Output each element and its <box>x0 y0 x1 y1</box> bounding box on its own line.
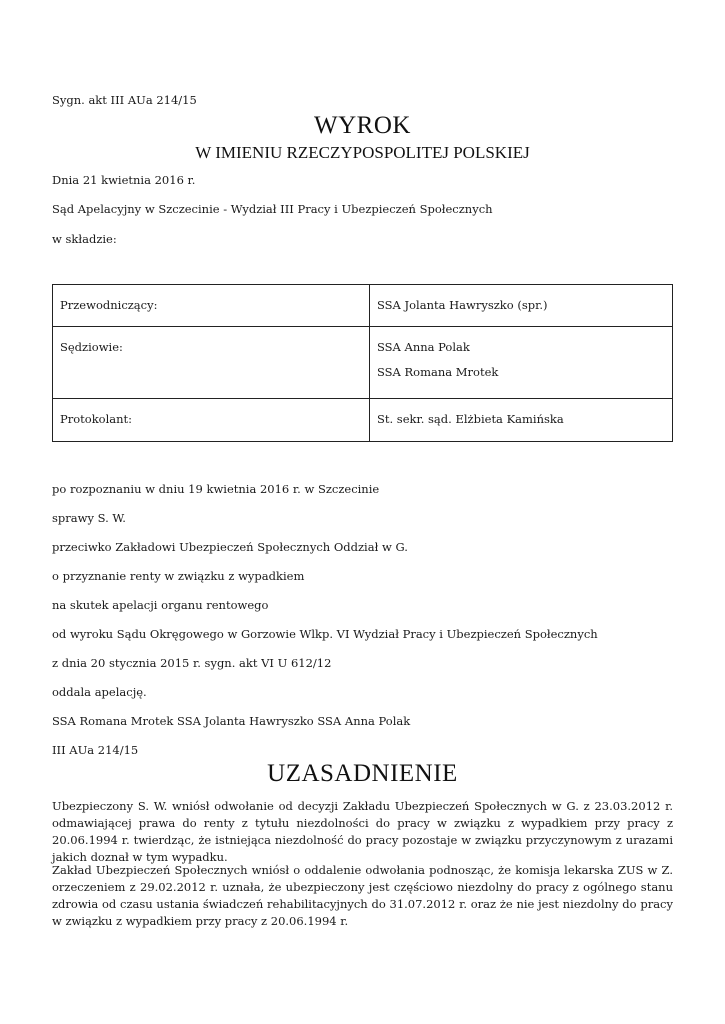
case-reference: Sygn. akt III AUa 214/15 <box>52 93 197 107</box>
body-line-appeal: na skutek apelacji organu rentowego <box>52 598 269 612</box>
table-row <box>53 327 673 399</box>
body-line-ref: III AUa 214/15 <box>52 743 139 757</box>
judgment-date: Dnia 21 kwietnia 2016 r. <box>52 173 196 187</box>
panel-name: SSA Romana Mrotek <box>377 365 499 379</box>
table-row <box>53 285 673 327</box>
body-line-against: przeciwko Zakładowi Ubezpieczeń Społecznych Oddział w G. <box>52 540 408 554</box>
panel-role: Protokolant: <box>53 399 370 442</box>
justification-paragraph: Ubezpieczony S. W. wniósł odwołanie od decyzji Zakładu Ubezpieczeń Społecznych w G. z 23.03.2012 r. odmawiającej prawa do renty z tytułu niezdolności do pracy w związku z wypadkiem przy pracy z 20.06.1994 r. twierdząc, że istniejąca niezdolność do pracy pozostaje w związku przyczynowym z urazami jakich doznał w tym wypadku. <box>52 799 673 864</box>
table-row <box>53 399 673 442</box>
panel-name: SSA Anna Polak <box>377 340 470 354</box>
body-line-signatures: SSA Romana Mrotek SSA Jolanta Hawryszko SSA Anna Polak <box>52 714 411 728</box>
body-line-lower-date: z dnia 20 stycznia 2015 r. sygn. akt VI U 612/12 <box>52 656 332 670</box>
composition-label: w składzie: <box>52 232 117 246</box>
court-panel-table <box>52 284 673 442</box>
panel-names <box>370 327 673 399</box>
panel-name: St. sekr. sąd. Elżbieta Kamińska <box>377 412 564 426</box>
body-line-verdict: oddala apelację. <box>52 685 147 699</box>
body-line-hearing: po rozpoznaniu w dniu 19 kwietnia 2016 r. w Szczecinie <box>52 482 380 496</box>
document-title: WYROK <box>314 112 411 139</box>
body-line-lower-court: od wyroku Sądu Okręgowego w Gorzowie Wlkp. VI Wydział Pracy i Ubezpieczeń Społecznych <box>52 627 598 641</box>
document-subtitle: W IMIENIU RZECZYPOSPOLITEJ POLSKIEJ <box>195 143 530 162</box>
panel-role: Sędziowie: <box>53 327 370 399</box>
body-line-case: sprawy S. W. <box>52 511 126 525</box>
court-name: Sąd Apelacyjny w Szczecinie - Wydział III Pracy i Ubezpieczeń Społecznych <box>52 202 493 216</box>
panel-names <box>370 399 673 442</box>
body-line-subject: o przyznanie renty w związku z wypadkiem <box>52 569 305 583</box>
panel-name: SSA Jolanta Hawryszko (spr.) <box>377 298 548 312</box>
justification-paragraph: Zakład Ubezpieczeń Społecznych wniósł o oddalenie odwołania podnosząc, że komisja lekarska ZUS w Z. orzeczeniem z 29.02.2012 r. uznała, że ubezpieczony jest częściowo niezdolny do pracy z ogólnego stanu zdrowia od czasu ustania świadczeń rehabilitacyjnych do 31.07.2012 r. oraz że nie jest niezdolny do pracy w związku z wypadkiem przy pracy z 20.06.1994 r. <box>52 863 673 928</box>
panel-role: Przewodniczący: <box>53 285 370 327</box>
panel-names <box>370 285 673 327</box>
justification-title: UZASADNIENIE <box>267 760 458 787</box>
